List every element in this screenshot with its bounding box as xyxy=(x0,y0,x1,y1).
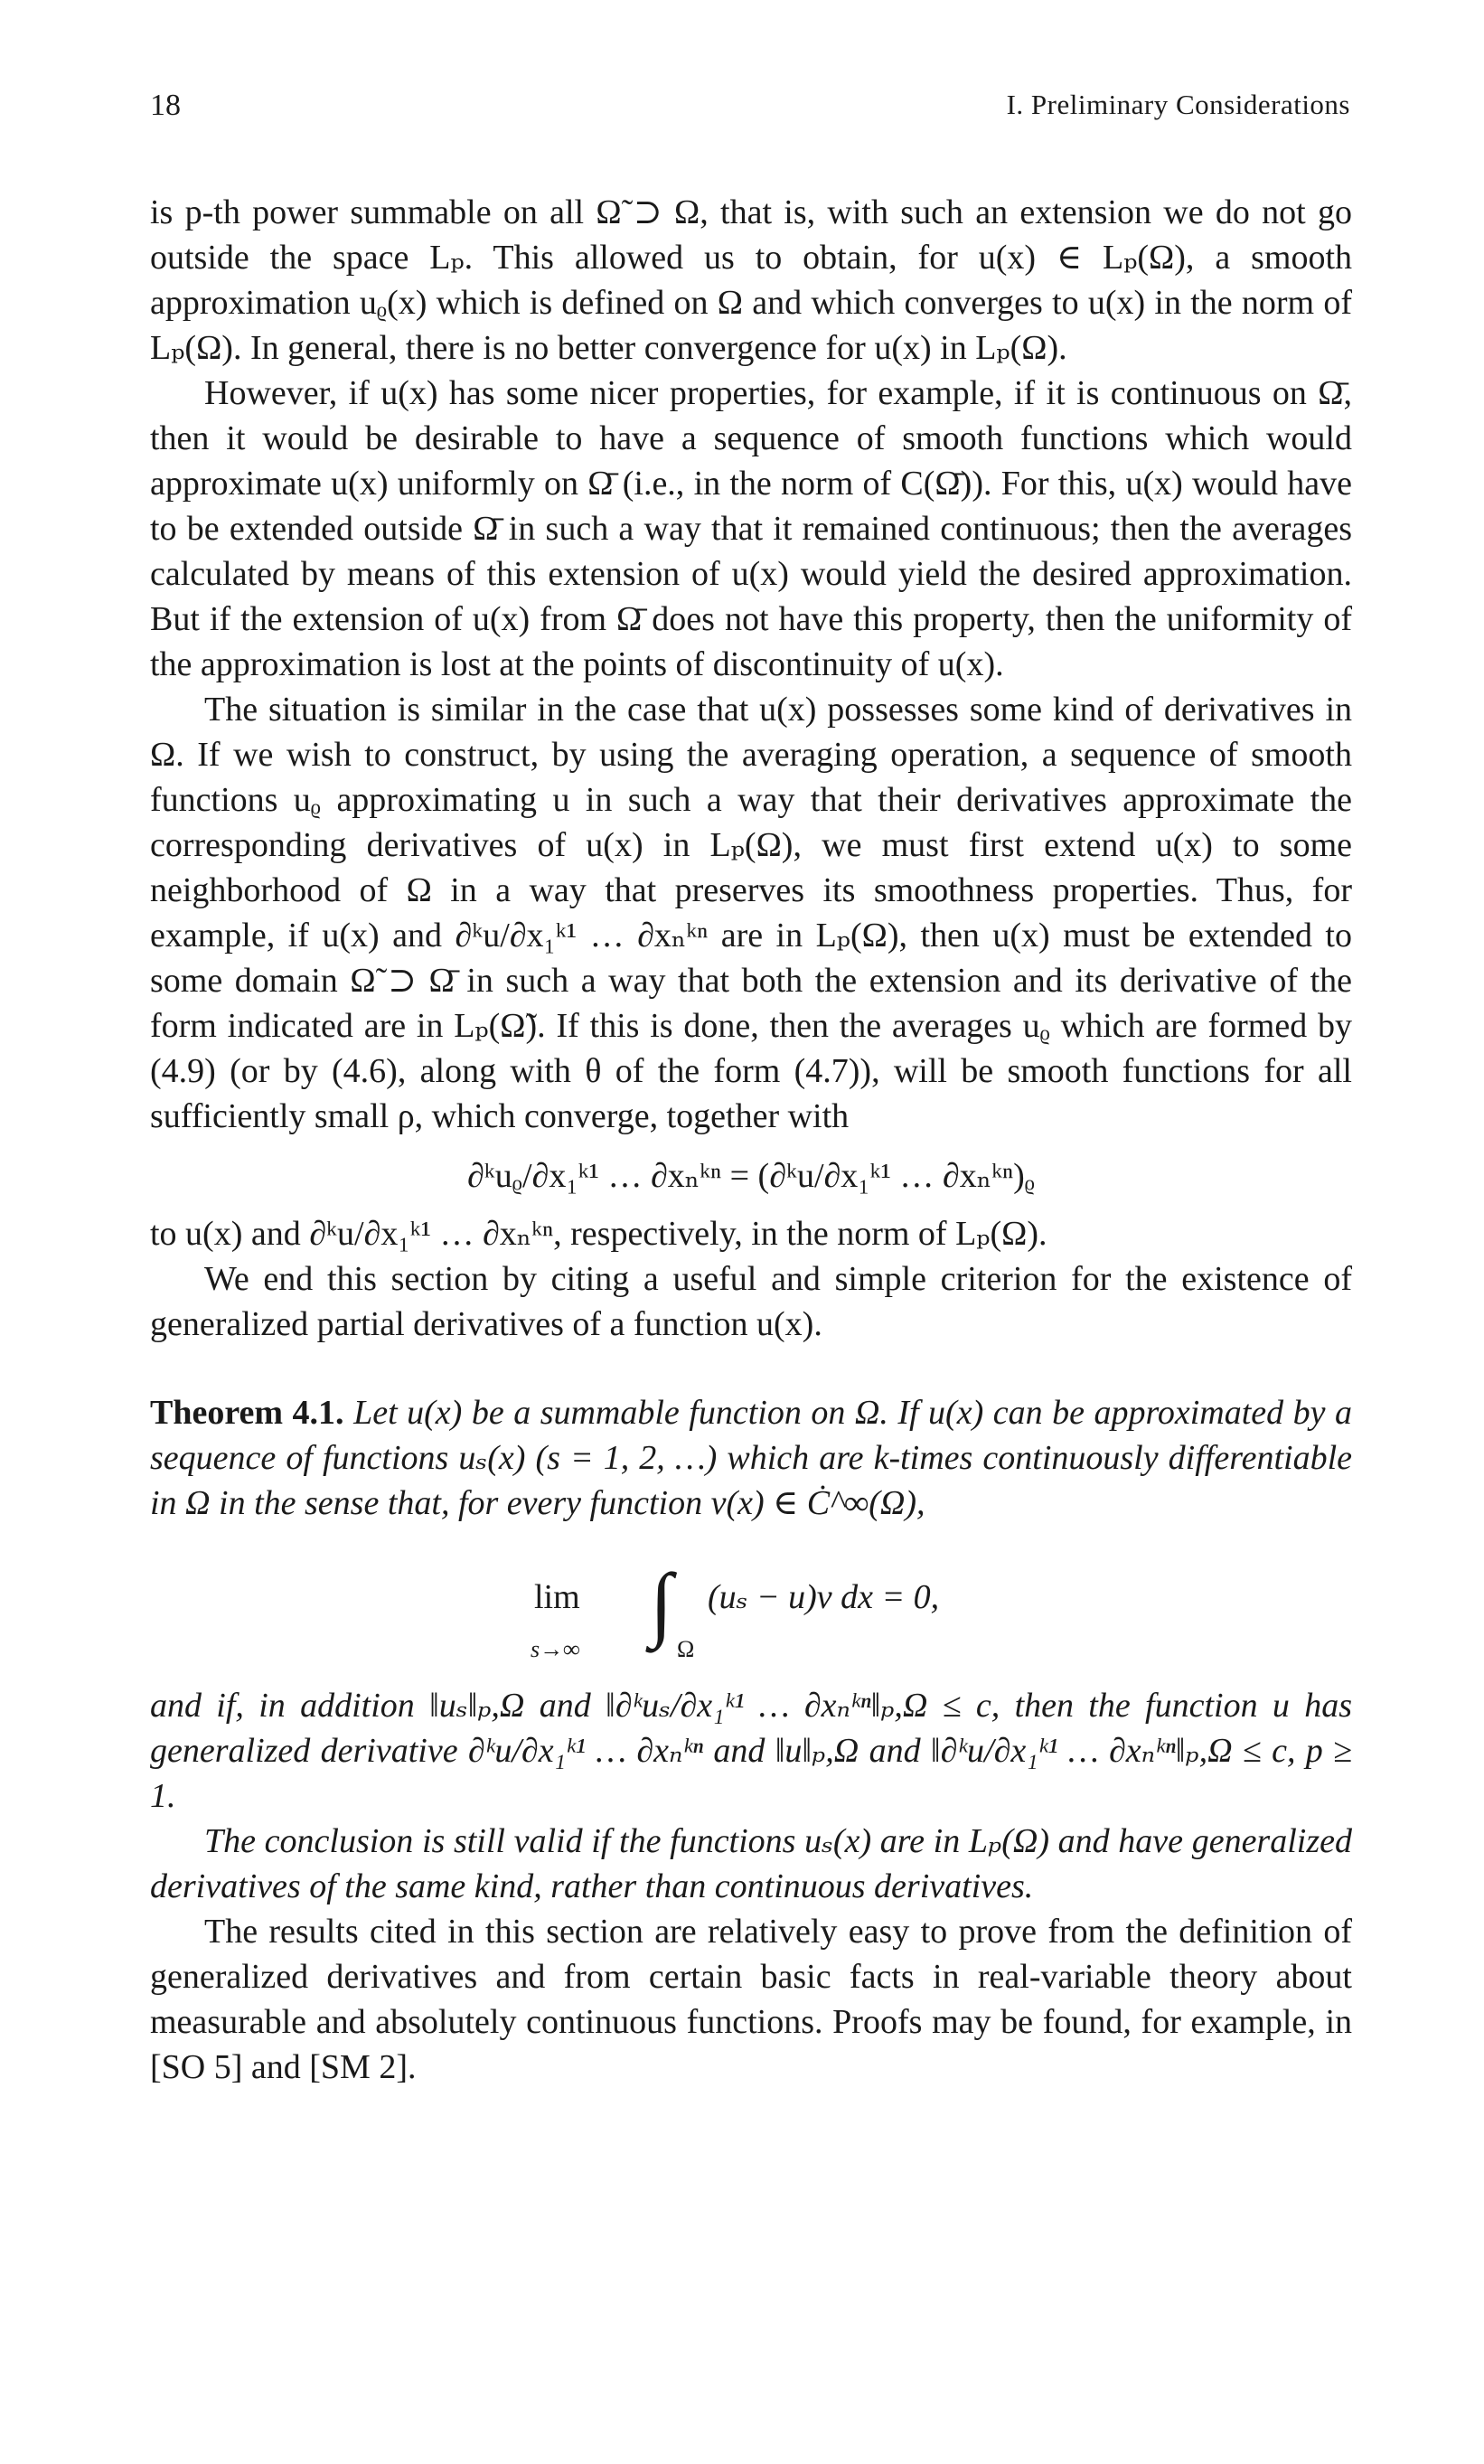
paragraph-continuation: is p-th power summable on all Ω̃ ⊃ Ω, that is, with such an extension we do not go outside the space Lₚ. This allowed us to obtain, for u(x) ∈ Lₚ(Ω), a smooth approximation uᵨ(x) which is defined on Ω and which converges to u(x) in the norm of Lₚ(Ω). In general, there is no better convergence for u(x) in Lₚ(Ω). xyxy=(150,193,1352,367)
integral-sign: ∫ xyxy=(650,1556,673,1649)
paragraph-derivatives: The situation is similar in the case that u(x) possesses some kind of derivatives in Ω. If we wish to construct, by using the averaging operation, a sequence of smooth functions uᵨ approximating u in such a way that their derivatives approximate the corresponding derivatives of u(x) in Lₚ(Ω), we must first extend u(x) to some neighborhood of Ω in a way that preserves its smoothness properties. Thus, for example, if u(x) and ∂ᵏu/∂x₁ᵏ¹ … ∂xₙᵏⁿ are in Lₚ(Ω), then u(x) must be extended to some domain Ω̃ ⊃ Ω̄ in such a way that both the extension and its derivative of the form indicated are in Lₚ(Ω̃). If this is done, then the averages uᵨ which are formed by (4.9) (or by (4.6), along with θ of the form (4.7)), will be smooth functions for all sufficiently small ρ, which converge, together with xyxy=(150,691,1352,1135)
theorem-conclusion: The conclusion is still valid if the functions uₛ(x) are in Lₚ(Ω) and have generalized derivatives of the same kind, rather than continuous derivatives. xyxy=(150,1822,1352,1905)
theorem-4-1 xyxy=(150,1390,1352,1909)
running-title: I. Preliminary Considerations xyxy=(1006,89,1350,120)
theorem-label: Theorem 4.1. xyxy=(150,1394,344,1432)
closing-paragraph: The results cited in this section are relatively easy to prove from the definition of generalized derivatives and from certain basic facts in real-variable theory about measurable and absolutely continuous functions. Proofs may be found, for example, in [SO 5] and [SM 2]. xyxy=(150,1913,1352,2086)
paragraph-criterion-intro: We end this section by citing a useful and simple criterion for the existence of generalized partial derivatives of a function u(x). xyxy=(150,1260,1352,1343)
page-number: 18 xyxy=(150,89,181,122)
theorem-continuation: and if, in addition ‖uₛ‖ₚ,Ω and ‖∂ᵏuₛ/∂x₁ᵏ¹ … ∂xₙᵏⁿ‖ₚ,Ω ≤ c, then the function u has generalized derivative ∂ᵏu/∂x₁ᵏ¹ … ∂xₙᵏⁿ and ‖u‖ₚ,Ω and ‖∂ᵏu/∂x₁ᵏ¹ … ∂xₙᵏⁿ‖ₚ,Ω ≤ c, p ≥ 1. xyxy=(150,1687,1352,1815)
integrand: (uₛ − u)v dx = 0, xyxy=(708,1578,940,1616)
lim-subscript: s→∞ xyxy=(531,1636,580,1662)
lim-operator: lim xyxy=(534,1578,580,1616)
limit-integral-equation xyxy=(150,1549,1352,1667)
equation-averaged-derivative: ∂ᵏuᵨ/∂x₁ᵏ¹ … ∂xₙᵏⁿ = (∂ᵏu/∂x₁ᵏ¹ … ∂xₙᵏⁿ)ᵨ xyxy=(466,1157,1036,1195)
theorem-statement: Let u(x) be a summable function on Ω. If u(x) can be approximated by a sequence of functions uₛ(x) (s = 1, 2, …) which are k-times continuously differentiable in Ω in the sense that, for every function v(x) ∈ Ċ^∞(Ω), xyxy=(150,1394,1353,1522)
paragraph-after-equation: to u(x) and ∂ᵏu/∂x₁ᵏ¹ … ∂xₙᵏⁿ, respectively, in the norm of Lₚ(Ω). xyxy=(150,1215,1047,1253)
page-header xyxy=(150,89,1350,139)
paragraph-continuity: However, if u(x) has some nicer properties, for example, if it is continuous on Ω̄, then it would be desirable to have a sequence of smooth functions which would approximate u(x) uniformly on Ω̄ (i.e., in the norm of C(Ω̄)). For this, u(x) would have to be extended outside Ω̄ in such a way that it remained continuous; then the averages calculated by means of this extension of u(x) would yield the desired approximation. But if the extension of u(x) from Ω̄ does not have this property, then the uniformity of the approximation is lost at the points of discontinuity of u(x). xyxy=(150,374,1352,683)
integral-domain: Ω xyxy=(677,1636,695,1662)
page-body xyxy=(150,190,1352,2090)
